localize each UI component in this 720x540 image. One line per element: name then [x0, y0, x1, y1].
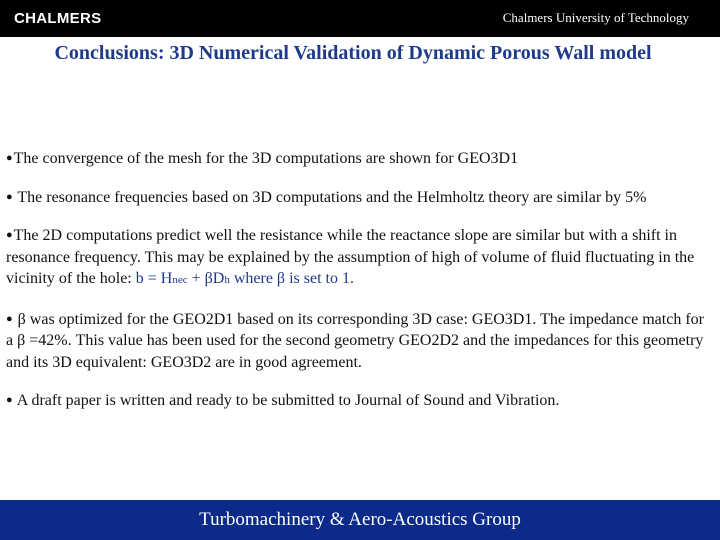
slide-title: Conclusions: 3D Numerical Validation of Dynamic Porous Wall model [54, 42, 652, 64]
bullet-item-5 [6, 390, 708, 412]
formula [136, 270, 354, 287]
bullet-item-1 [6, 148, 708, 170]
header-bar [0, 0, 720, 37]
bullet-text: The 2D computations predict well the resistance while the reactance slope are similar but with a shift in resonance frequency. This may be explained by the assumption of high of volume of fluid fluctuating in the vicinity of the hole: [6, 227, 695, 287]
bullet-text: The resonance frequencies based on 3D computations and the Helmholtz theory are similar by 5% [13, 188, 647, 206]
bullet-icon: ● [6, 394, 13, 406]
footer-text: Turbomachinery & Aero-Acoustics Group [199, 509, 521, 530]
formula-h-subscript: nec [172, 274, 188, 286]
organization-name: Chalmers University of Technology [502, 10, 689, 25]
bullet-list [6, 148, 708, 412]
chalmers-logo: CHALMERS [14, 10, 102, 27]
bullet-text: β was optimized for the GEO2D1 based on its corresponding 3D case: GEO3D1. The impedance match for a β =42%. This value has been used for the second geometry GEO2D2 and the impedances for this geometry and its 3D equivalent: GEO3D2 are in good agreement. [6, 310, 704, 371]
bullet-icon: ● [6, 312, 13, 325]
bullet-text: A draft paper is written and ready to be submitted to Journal of Sound and Vibration. [13, 392, 560, 409]
formula-b: b [135, 270, 144, 287]
bullet-item-2 [6, 187, 708, 209]
bullet-text: The convergence of the mesh for the 3D computations are shown for GEO3D1 [13, 150, 519, 167]
formula-equals: = [143, 270, 161, 287]
formula-beta-d: βD [204, 270, 225, 287]
bullet-icon: ● [6, 152, 13, 164]
footer-bar [0, 500, 720, 540]
bullet-icon: ● [6, 229, 13, 241]
bullet-icon: ● [6, 190, 13, 203]
bullet-item-3 [6, 225, 708, 292]
formula-plus: + [187, 270, 205, 287]
formula-d-subscript: h [224, 274, 230, 286]
formula-h: H [160, 270, 173, 287]
formula-tail: where β is set to 1. [229, 270, 354, 287]
bullet-item-4 [6, 309, 708, 374]
